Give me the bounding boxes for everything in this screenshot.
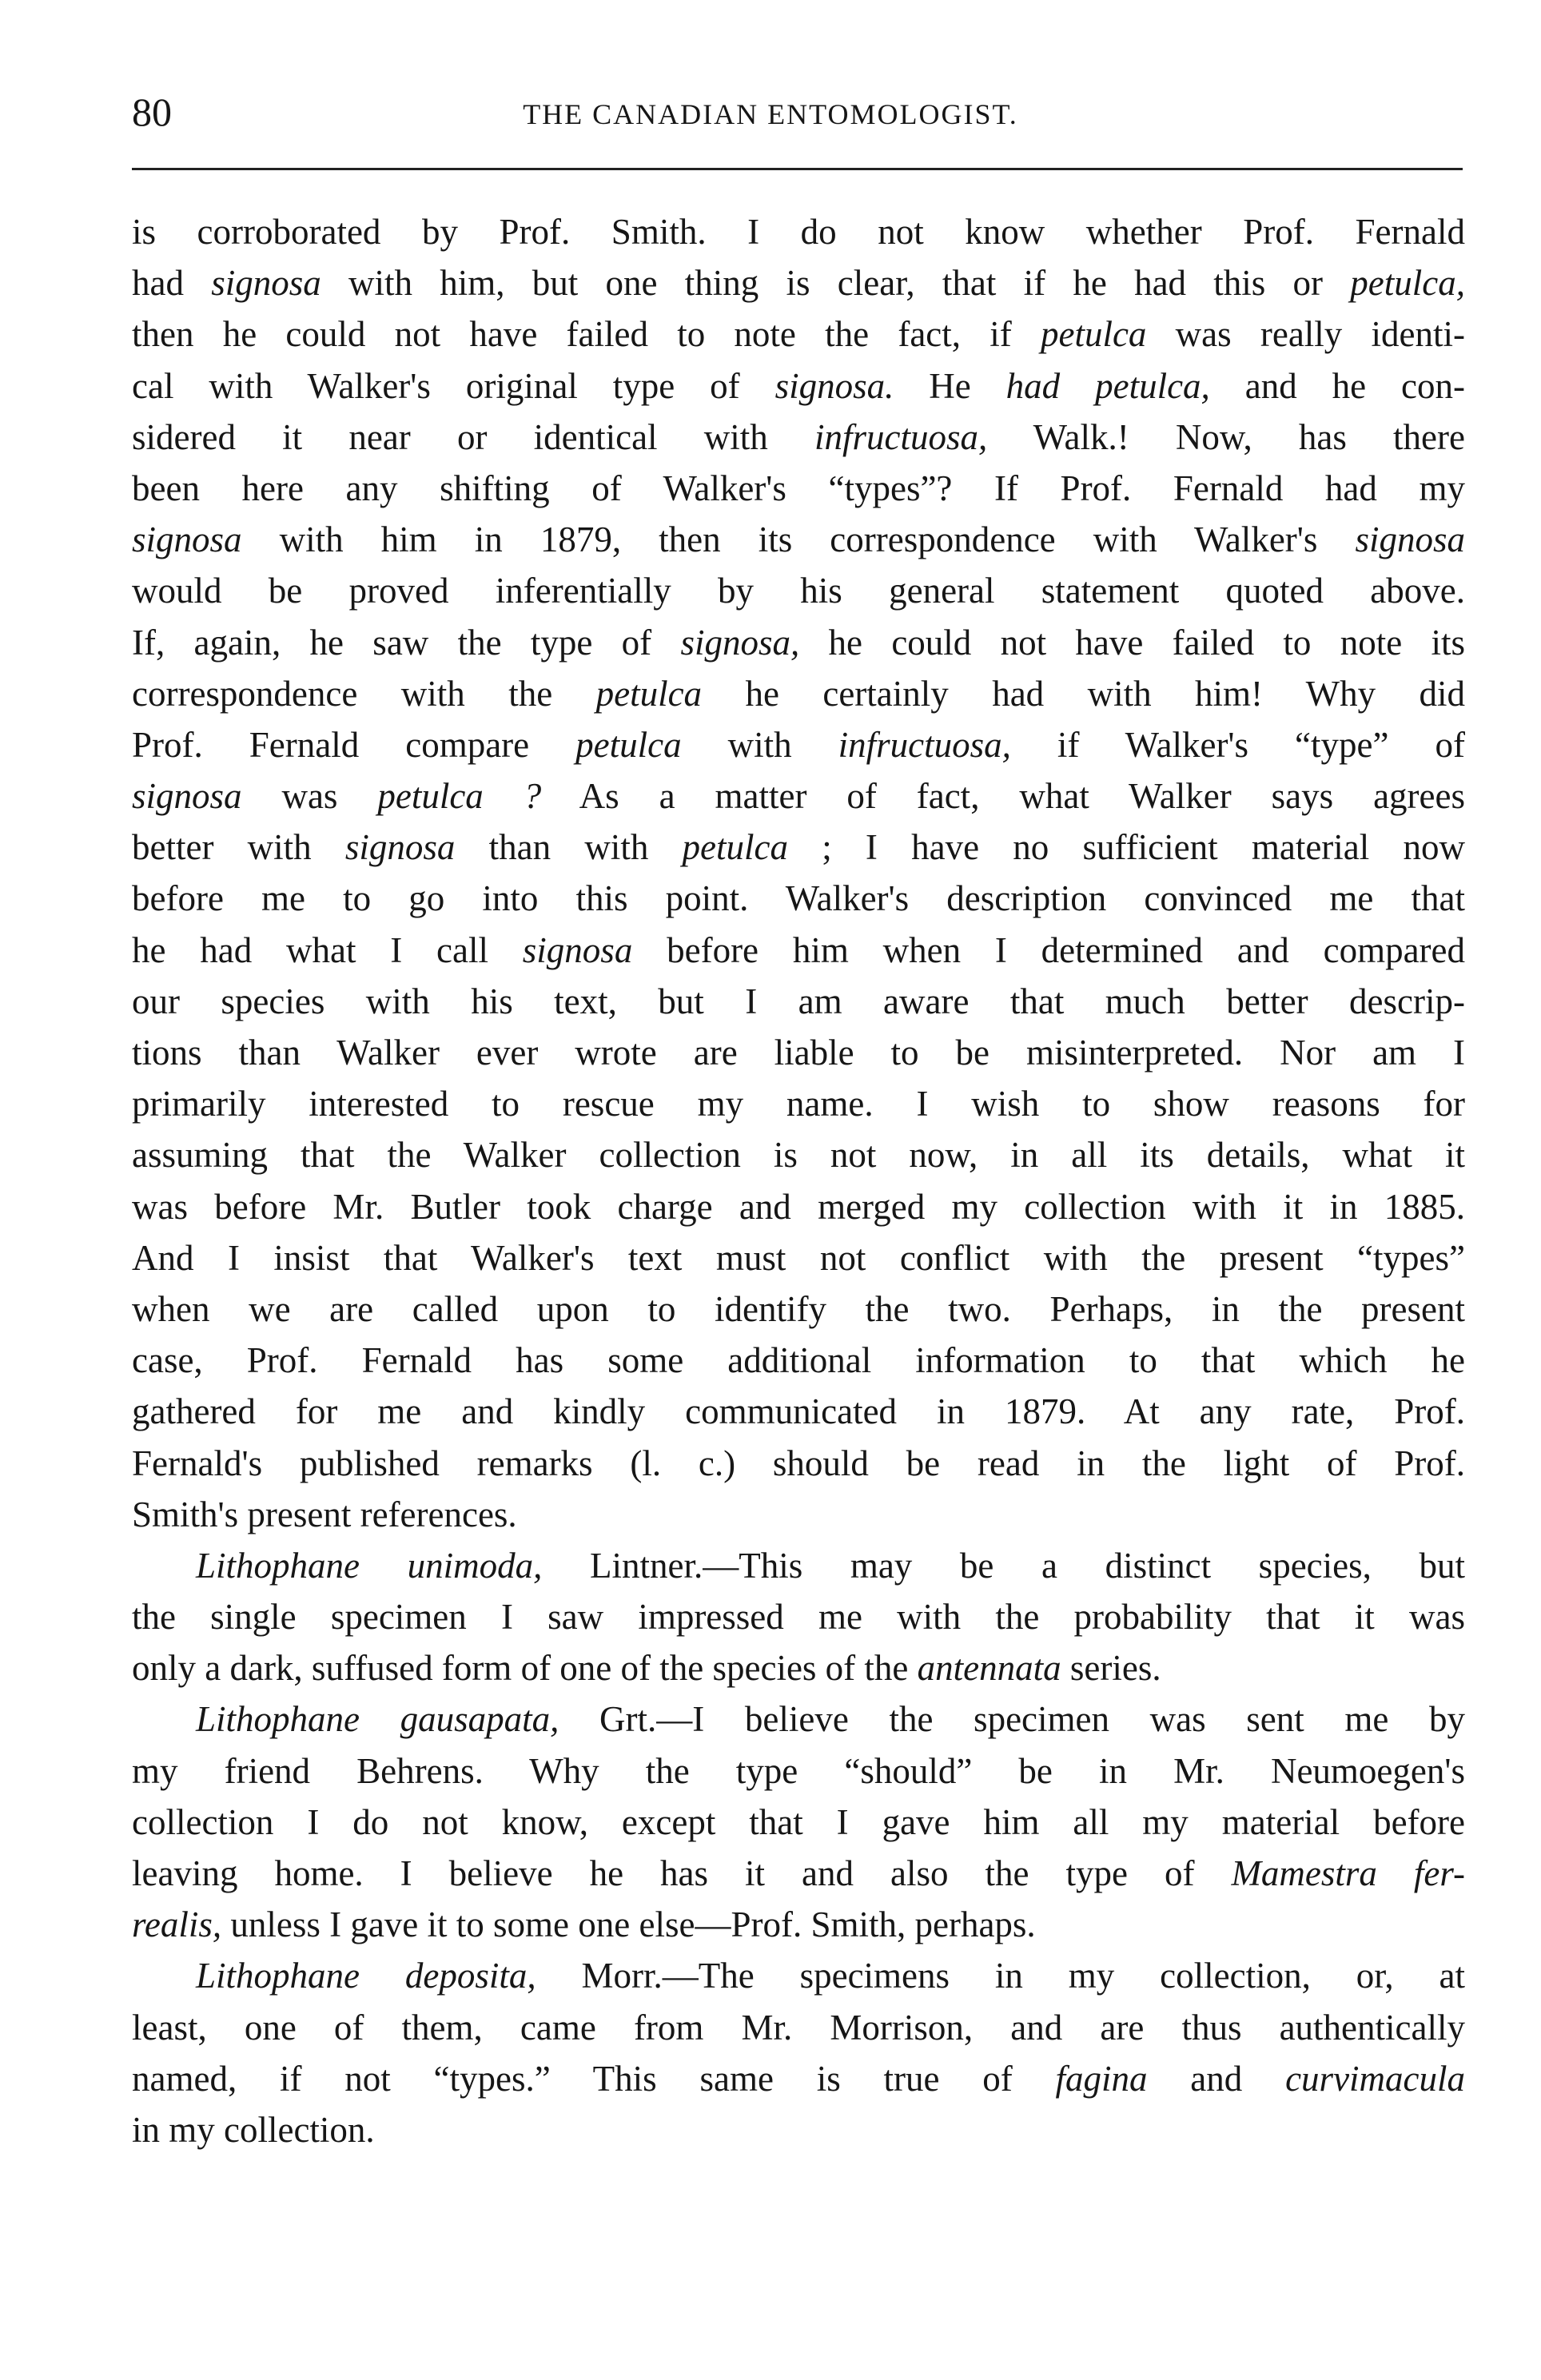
text-segment: been here any shifting of Walker's “types”? If Prof. Fernald had my [132,468,1465,508]
text-segment: is corroborated by Prof. Smith. I do not know whether Prof. Fernald [132,212,1465,252]
body-text [132,206,1465,2155]
text-segment: then he could not have failed to note the fact, if [132,314,1041,355]
text-line [132,463,1465,514]
text-line [132,1950,1465,2001]
text-line [132,617,1465,668]
text-segment: As a matter of fact, what Walker says agrees [541,776,1465,817]
text-line [132,360,1465,412]
text-line [132,206,1465,257]
text-segment: ; I have no sufficient material now [788,827,1465,868]
text-segment: was really identi- [1146,314,1465,355]
text-segment: before me to go into this point. Walker's description convinced me that [132,878,1465,919]
text-segment: better with [132,827,345,868]
text-line [132,1591,1465,1642]
text-segment: unless I gave it to some one else—Prof. Smith, perhaps. [221,1904,1036,1945]
italic-text: petulca, [1350,263,1465,304]
text-segment: primarily interested to rescue my name. I wish to show reasons for [132,1084,1465,1124]
italic-text: signosa [522,929,633,970]
text-segment: collection I do not know, except that I gave him all my material before [132,1801,1465,1842]
text-line [132,1797,1465,1848]
running-title: THE CANADIAN ENTOMOLOGIST. [523,98,1018,130]
text-line [132,257,1465,308]
text-segment: And I insist that Walker's text must not conflict with the present “types” [132,1237,1465,1278]
text-segment: Fernald's published remarks (l. c.) should be read in the light of Prof. [132,1443,1465,1483]
italic-text: realis, [132,1904,222,1945]
text-line [132,1129,1465,1180]
text-segment: tions than Walker ever wrote are liable to be misinterpreted. Nor am I [132,1033,1465,1073]
text-line [132,1540,1465,1591]
text-segment: series. [1061,1648,1161,1689]
text-segment: when we are called upon to identify the two. Perhaps, in the present [132,1288,1465,1329]
text-segment: leaving home. I believe he has it and also the type of [132,1853,1232,1893]
text-segment: was [241,776,378,817]
text-line [132,1489,1465,1540]
italic-text: signosa [344,827,456,868]
text-segment: than with [455,827,683,868]
text-segment: would be proved inferentially by his general statement quoted above. [132,571,1465,611]
text-segment: least, one of them, came from Mr. Morrison, and are thus authentically [132,2007,1465,2048]
italic-text: signosa, [680,622,800,663]
page-number: 80 [132,90,172,134]
italic-text: petulca [595,673,703,714]
text-segment: assuming that the Walker collection is not now, in all its details, what it [132,1135,1465,1176]
italic-text: infructuosa, [838,724,1011,765]
text-segment: correspondence with the [132,673,596,714]
text-segment: the single specimen I saw impressed me with the probability that it was [132,1597,1465,1638]
text-line [132,1335,1465,1386]
text-line [132,1284,1465,1335]
text-segment: had [132,263,212,304]
text-segment: with him in 1879, then its correspondence with Walker's [241,519,1356,560]
text-segment: Grt.—I believe the specimen was sent me by [559,1699,1465,1740]
text-segment: Walk.! Now, has there [987,416,1465,457]
text-segment: cal with Walker's original type of [132,365,775,406]
text-line [132,770,1465,822]
text-line [132,976,1465,1027]
italic-text: Lithophane gausapata, [196,1699,559,1740]
text-segment: was before Mr. Butler took charge and merged my collection with it in 1885. [132,1186,1465,1227]
italic-text: had petulca, [1005,365,1210,406]
text-line [132,514,1465,565]
text-line [132,1848,1465,1899]
text-line [132,308,1465,360]
text-segment: with [681,724,838,765]
text-segment: and he con- [1209,365,1465,406]
text-segment: my friend Behrens. Why the type “should” be in Mr. Neumoegen's [132,1750,1465,1791]
text-segment: named, if not “types.” This same is true of [132,2058,1056,2099]
text-segment: if Walker's “type” of [1010,724,1465,765]
text-line [132,822,1465,873]
italic-text: signosa [211,263,321,304]
text-segment: Lintner.—This may be a distinct species, but [542,1545,1465,1586]
italic-text: petulca [1040,314,1147,355]
text-segment: He [894,365,1006,406]
italic-text: Lithophane unimoda, [196,1545,543,1586]
text-segment: he had what I call [132,929,523,970]
text-segment: before him when I determined and compared [632,929,1466,970]
text-line [132,1642,1465,1693]
text-segment: gathered for me and kindly communicated in 1879. At any rate, Prof. [132,1391,1465,1432]
italic-text: signosa [1355,519,1465,560]
text-line [132,2104,1465,2155]
text-line [132,1745,1465,1797]
italic-text: antennata [917,1648,1061,1689]
text-line [132,1181,1465,1232]
italic-text: infructuosa, [814,416,988,457]
text-line [132,1232,1465,1284]
text-segment: he could not have failed to note its [799,622,1465,663]
text-segment: and [1147,2058,1286,2099]
text-segment: case, Prof. Fernald has some additional information to that which he [132,1340,1465,1381]
text-segment: If, again, he saw the type of [132,622,681,663]
text-segment: in my collection. [132,2109,375,2150]
text-line [132,668,1465,719]
text-segment: Morr.—The specimens in my collection, or, at [536,1956,1465,1996]
text-line [132,1899,1465,1950]
text-line [132,1027,1465,1078]
text-segment: Smith's present references. [132,1494,517,1534]
text-segment: he certainly had with him! Why did [702,673,1466,714]
italic-text: signosa [132,519,242,560]
header-rule [132,168,1463,170]
text-line [132,1386,1465,1437]
text-line [132,925,1465,976]
text-segment: sidered it near or identical with [132,416,814,457]
italic-text: petulca [575,724,682,765]
text-line [132,565,1465,616]
text-segment: our species with his text, but I am aware that much better descrip- [132,981,1465,1021]
italic-text: fagina [1055,2058,1148,2099]
italic-text: signosa. [774,365,894,406]
text-line [132,2053,1465,2104]
italic-text: signosa [132,776,242,817]
text-line [132,1693,1465,1745]
text-segment: only a dark, suffused form of one of the species of the [132,1648,918,1689]
text-line [132,873,1465,924]
italic-text: Lithophane deposita, [196,1956,536,1996]
italic-text: petulca [682,827,788,868]
text-line [132,412,1465,463]
text-line [132,1078,1465,1129]
text-line [132,719,1465,770]
italic-text: Mamestra fer- [1231,1853,1465,1893]
text-segment: Prof. Fernald compare [132,724,576,765]
text-line [132,1438,1465,1489]
text-segment: with him, but one thing is clear, that if he had this or [321,263,1351,304]
italic-text: petulca ? [377,776,542,817]
text-line [132,2002,1465,2053]
italic-text: curvimacula [1285,2058,1466,2099]
